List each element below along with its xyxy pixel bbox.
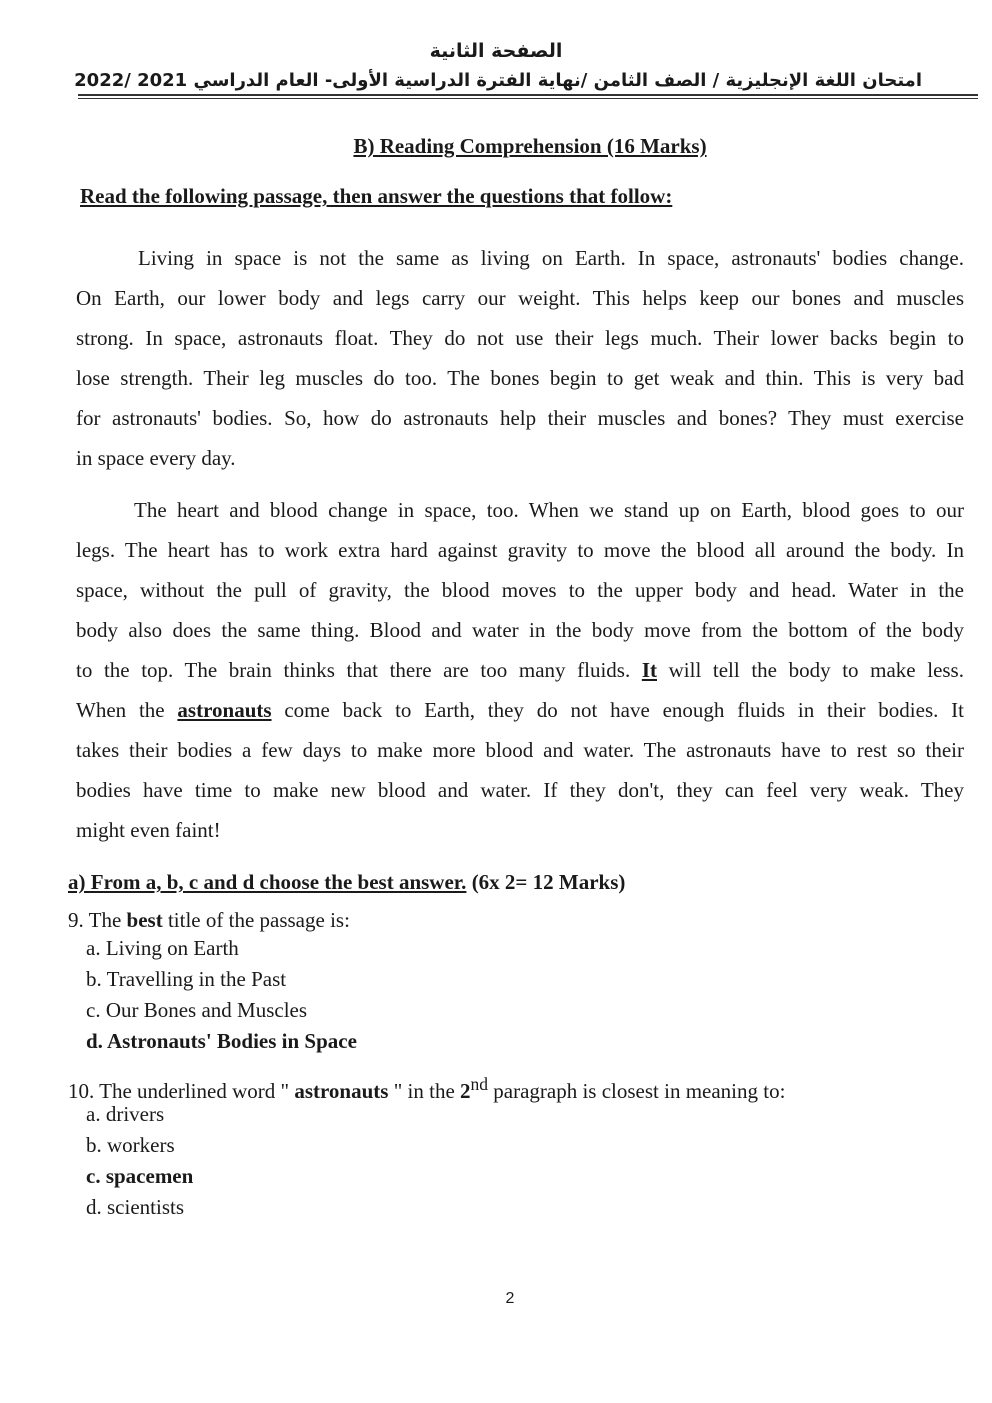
text-segment: c. Our Bones and Muscles [86,998,308,1022]
passage-line [76,326,964,351]
header-rule-thin [78,98,978,99]
text-segment: come back to Earth, they do not have enough fluids in their bodies. It [271,698,964,722]
text-segment: When the [76,698,178,722]
text-segment: strong. In space, astronauts float. They do not use their legs much. Their lower backs begin to [76,326,964,350]
text-segment: legs. The heart has to work extra hard against gravity to move the blood all around the body. In [76,538,964,562]
answer-option [86,1133,175,1158]
text-segment: will tell the body to make less. [657,658,964,682]
text-segment: for astronauts' bodies. So, how do astronauts help their muscles and bones? They must exercise [76,406,964,430]
question-stem [68,1074,785,1104]
answer-option [86,1195,184,1220]
text-segment: d. Astronauts' Bodies in Space [86,1029,357,1053]
passage-line [76,778,964,803]
passage-line [76,366,964,391]
text-segment: best [126,908,163,932]
text-segment: body also does the same thing. Blood and water in the body move from the bottom of the body [76,618,964,642]
text-segment: bodies have time to make new blood and water. If they don't, they can feel very weak. They [76,778,964,802]
passage-line [76,618,964,643]
answer-option [86,998,307,1023]
passage-line [76,738,964,763]
text-segment: b. workers [86,1133,175,1157]
text-segment: " in the [388,1079,461,1103]
underlined-word: It [641,658,657,682]
text-segment: d. scientists [86,1195,184,1219]
answer-option [86,1102,164,1127]
passage-line [134,498,964,523]
text-segment: a. Living on Earth [86,936,239,960]
passage-line [76,698,964,723]
instruction: Read the following passage, then answer the questions that follow: [80,184,673,208]
passage-line [76,578,964,603]
passage-line [76,818,964,843]
passage-line [76,538,964,563]
underlined-word: astronauts [177,698,272,722]
exam-title-arabic: امتحان اللغة الإنجليزية / الصف الثامن /نهاية الفترة الدراسية الأولى- العام الدراسي 2021 /2022 [74,70,922,91]
text-segment: to the top. The brain thinks that there are too many fluids. [76,658,642,682]
text-segment: 2 [460,1079,471,1103]
text-segment: On Earth, our lower body and legs carry our weight. This helps keep our bones and muscles [76,286,964,310]
page-label-arabic: الصفحة الثانية [429,40,563,62]
text-segment: c. spacemen [86,1164,194,1188]
text-segment: paragraph is closest in meaning to: [488,1079,786,1103]
part-a-heading [68,870,625,895]
answer-option [86,936,239,961]
passage-line [76,446,964,471]
passage-line [76,658,964,683]
part-a-marks: (6x 2= 12 Marks) [471,870,626,894]
text-segment: nd [470,1074,489,1094]
text-segment: a. drivers [86,1102,165,1126]
answer-option [86,1029,357,1054]
text-segment: 9. The [68,908,127,932]
text-segment: b. Travelling in the Past [86,967,287,991]
text-segment: 10. The underlined word " [68,1079,295,1103]
text-segment: Living in space is not the same as living on Earth. In space, astronauts' bodies change. [138,246,964,270]
passage-line [76,406,964,431]
text-segment: title of the passage is: [162,908,350,932]
text-segment: might even faint! [76,818,221,842]
text-segment: lose strength. Their leg muscles do too. The bones begin to get weak and thin. This is very bad [76,366,964,390]
text-segment: takes their bodies a few days to make more blood and water. The astronauts have to rest so their [76,738,964,762]
text-segment: The heart and blood change in space, too. When we stand up on Earth, blood goes to our [134,498,964,522]
answer-option [86,967,286,992]
section-title: B) Reading Comprehension (16 Marks) [353,134,707,158]
text-segment: in space every day. [76,446,236,470]
question-stem [68,908,350,933]
page-number: 2 [505,1290,515,1307]
text-segment: space, without the pull of gravity, the blood moves to the upper body and head. Water in the [76,578,964,602]
text-segment: astronauts [294,1079,389,1103]
part-a-instruction: a) From a, b, c and d choose the best answer. [68,870,467,894]
passage-line [138,246,964,271]
passage-line [76,286,964,311]
answer-option [86,1164,193,1189]
header-rule [78,94,978,96]
